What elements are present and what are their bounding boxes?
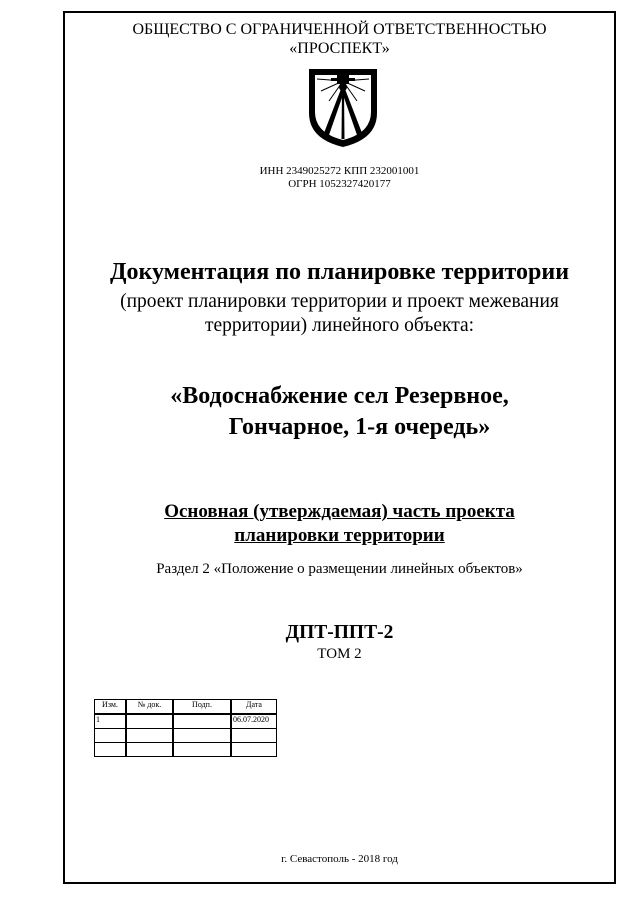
section-title: Раздел 2 «Положение о размещении линейных объектов»	[156, 561, 523, 577]
table-cell	[126, 714, 173, 729]
document-subtitle	[63, 290, 616, 338]
part-title	[63, 500, 616, 548]
table-cell	[173, 729, 231, 743]
table-cell	[126, 743, 173, 757]
table-cell: 06.07.2020	[231, 714, 277, 729]
table-row	[95, 714, 277, 729]
table-cell	[173, 714, 231, 729]
object-name-line1: «Водоснабжение сел Резервное,	[170, 383, 509, 409]
org-name-line2: «ПРОСПЕКТ»	[289, 40, 390, 57]
header-cell-doc-number: № док.	[126, 700, 173, 715]
table-cell: 1	[95, 714, 127, 729]
document-code: ДПТ-ППТ-2	[285, 622, 394, 643]
ogrn: ОГРН 1052327420177	[288, 178, 391, 190]
volume-number: ТОМ 2	[317, 646, 362, 662]
organization-name	[63, 20, 616, 58]
registration-ids	[63, 165, 616, 191]
table-cell	[231, 729, 277, 743]
object-name	[63, 381, 616, 443]
table-row	[95, 743, 277, 757]
table-cell	[95, 743, 127, 757]
header-cell-change: Изм.	[95, 700, 127, 715]
changes-table	[94, 699, 277, 757]
subtitle-line1: (проект планировки территории и проект межевания	[120, 291, 559, 312]
table-cell	[231, 743, 277, 757]
subtitle-line2: территории) линейного объекта:	[204, 315, 475, 336]
city-year: г. Севастополь - 2018 год	[281, 853, 398, 865]
geodetic-tripod-logo-icon	[307, 67, 379, 149]
part-title-line1: Основная (утверждаемая) часть проекта	[164, 501, 515, 522]
object-name-line2: Гончарное, 1-я очередь»	[228, 414, 491, 440]
table-cell	[126, 729, 173, 743]
org-name-line1: ОБЩЕСТВО С ОГРАНИЧЕННОЙ ОТВЕТСТВЕННОСТЬЮ	[132, 21, 547, 38]
table-row	[95, 729, 277, 743]
table-cell	[95, 729, 127, 743]
part-title-line2: планировки территории	[234, 525, 445, 546]
header-cell-date: Дата	[231, 700, 277, 715]
table-cell	[173, 743, 231, 757]
inn-kpp: ИНН 2349025272 КПП 232001001	[259, 165, 420, 177]
changes-table-header	[95, 700, 277, 715]
header-cell-signature: Подп.	[173, 700, 231, 715]
document-title: Документация по планировке территории	[109, 259, 570, 285]
